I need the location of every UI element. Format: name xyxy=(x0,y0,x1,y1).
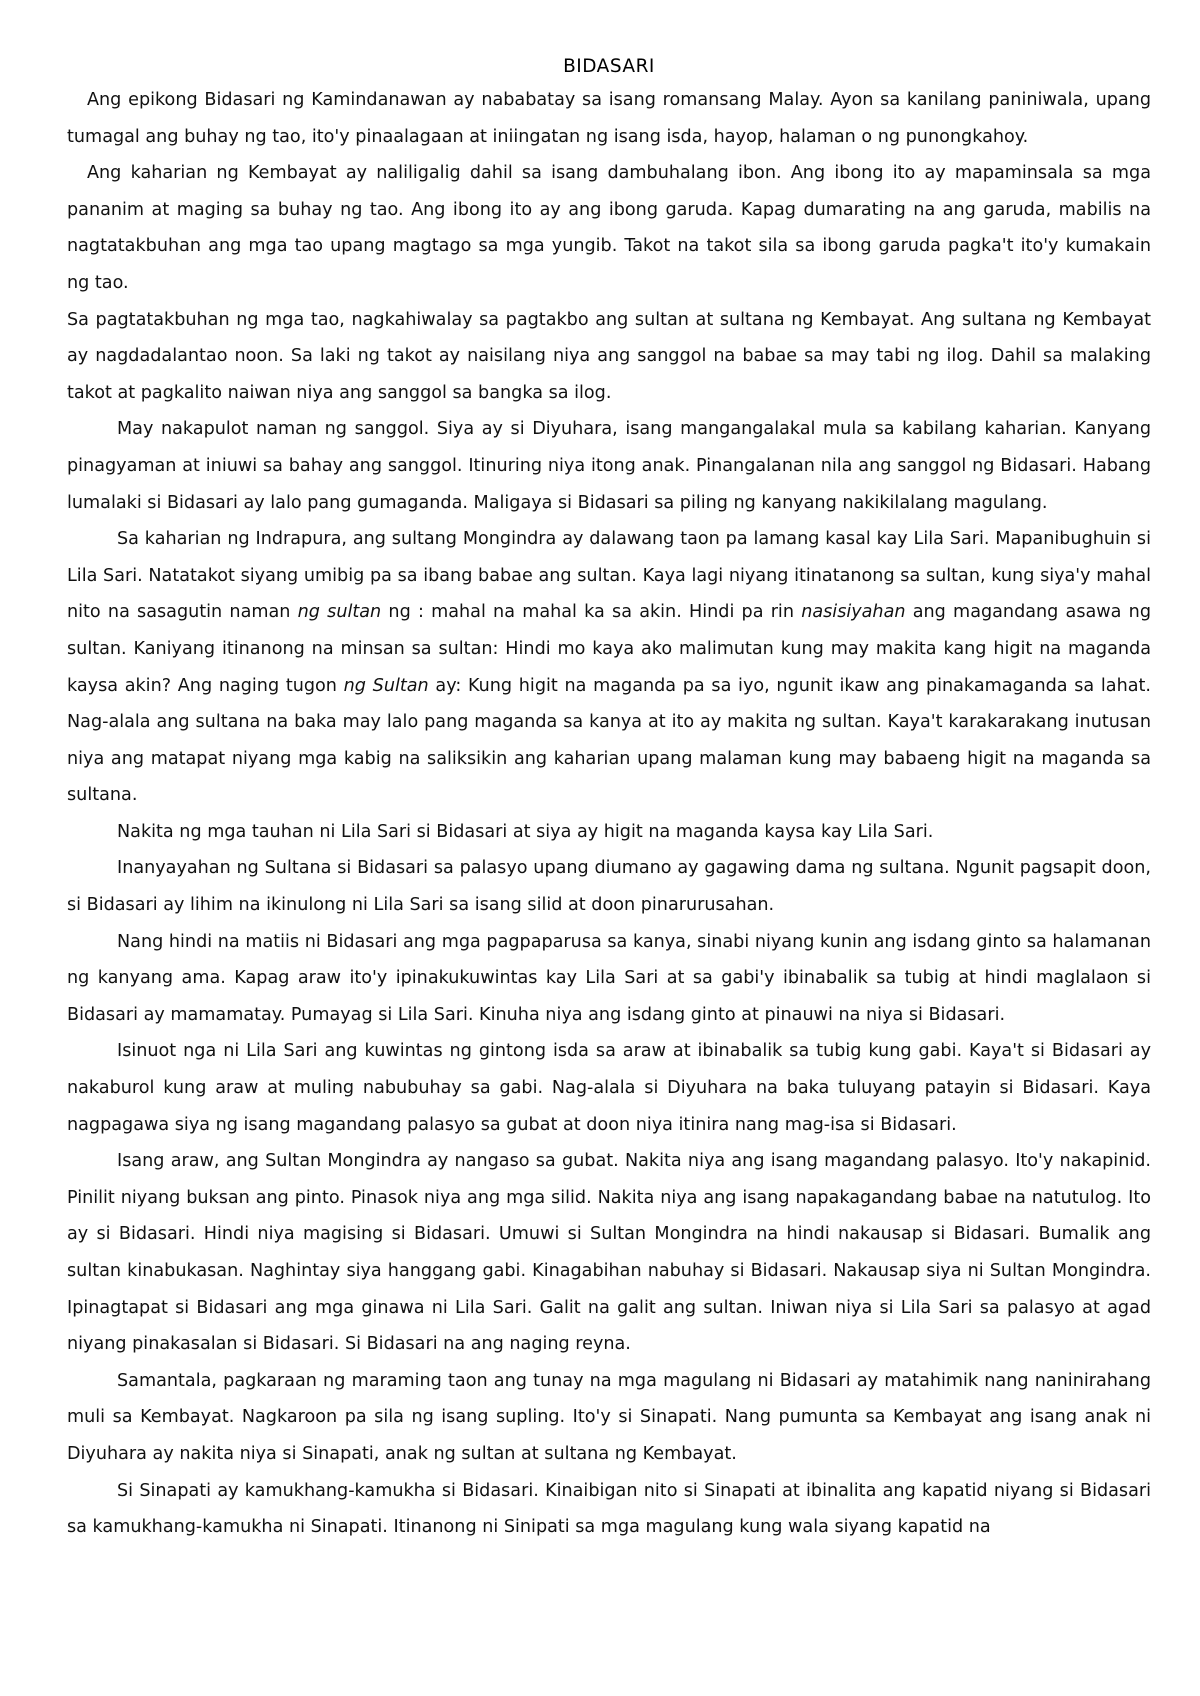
paragraph-12: Si Sinapati ay kamukhang-kamukha si Bidasari. Kinaibigan nito si Sinapati at ibinalita ang kapatid niyang si Bidasari sa kamukhang-kamukha ni Sinapati. Itinanong ni Sinipati sa mga magulang kung wala siyang kapatid na xyxy=(67,1480,1151,1538)
paragraph-10: Isang araw, ang Sultan Mongindra ay nangaso sa gubat. Nakita niya ang isang magandang palasyo. Ito'y nakapinid. Pinilit niyang buksan ang pinto. Pinasok niya ang mga silid. Nakita niya ang isang napakagandang babae na natutulog. Ito ay si Bidasari. Hindi niya magising si Bidasari. Umuwi si Sultan Mongindra na hindi nakausap si Bidasari. Bumalik ang sultan kinabukasan. Naghintay siya hanggang gabi. Kinagabihan nabuhay si Bidasari. Nakausap siya ni Sultan Mongindra. Ipinagtapat si Bidasari ang mga ginawa ni Lila Sari. Galit na galit ang sultan. Iniwan niya si Lila Sari sa palasyo at agad niyang pinakasalan si Bidasari. Si Bidasari na ang naging reyna. xyxy=(67,1151,1151,1355)
paragraph-5-text-a: Sa kaharian ng Indrapura, ang sultang Mongindra ay dalawang taon pa lamang kasal kay Lila Sari. Mapanibughuin si Lila Sari. Natatakot siyang umibig pa sa ibang babae ang sultan. Kaya lagi niyang itinatanong sa sultan, kung siya'y mahal nito na sasagutin naman xyxy=(67,529,1151,623)
paragraph-7: Inanyayahan ng Sultana si Bidasari sa palasyo upang diumano ay gagawing dama ng sultana. Ngunit pagsapit doon, si Bidasari ay lihim na ikinulong ni Lila Sari sa isang silid at doon pinarurusahan. xyxy=(67,858,1151,916)
paragraph-5 xyxy=(67,521,1151,814)
document-body xyxy=(67,52,1151,1546)
paragraph-5-italic-2: nasisiyahan xyxy=(801,602,906,623)
paragraph-4: May nakapulot naman ng sanggol. Siya ay si Diyuhara, isang mangangalakal mula sa kabilang kaharian. Kanyang pinagyaman at iniuwi sa bahay ang sanggol. Itinuring niya itong anak. Pinangalanan nila ang sanggol ng Bidasari. Habang lumalaki si Bidasari ay lalo pang gumaganda. Maligaya si Bidasari sa piling ng kanyang nakikilalang magulang. xyxy=(67,419,1151,513)
document-title: BIDASARI xyxy=(563,56,655,77)
paragraph-9: Isinuot nga ni Lila Sari ang kuwintas ng gintong isda sa araw at ibinabalik sa tubig kung gabi. Kaya't si Bidasari ay nakaburol kung araw at muling nabubuhay sa gabi. Nag-alala si Diyuhara na baka tuluyang patayin si Bidasari. Kaya nagpagawa siya ng isang magandang palasyo sa gubat at doon niya itinira nang mag-isa si Bidasari. xyxy=(67,1041,1151,1135)
paragraph-8: Nang hindi na matiis ni Bidasari ang mga pagpaparusa sa kanya, sinabi niyang kunin ang isdang ginto sa halamanan ng kanyang ama. Kapag araw ito'y ipinakukuwintas kay Lila Sari at sa gabi'y ibinabalik sa tubig at hindi maglalaon si Bidasari ay mamamatay. Pumayag si Lila Sari. Kinuha niya ang isdang ginto at pinauwi na niya si Bidasari. xyxy=(67,931,1151,1025)
paragraph-1: Ang epikong Bidasari ng Kamindanawan ay nababatay sa isang romansang Malay. Ayon sa kanilang paniniwala, upang tumagal ang buhay ng tao, ito'y pinaalagaan at iniingatan ng isang isda, hayop, halaman o ng punongkahoy. xyxy=(67,90,1151,147)
paragraph-6: Nakita ng mga tauhan ni Lila Sari si Bidasari at siya ay higit na maganda kaysa kay Lila Sari. xyxy=(117,821,934,842)
paragraph-5-text-e: ang magandang asawa ng sultan. Kaniyang itinanong na minsan sa sultan: Hindi mo kaya ako malimutan kung may makita kang higit na maganda kaysa akin? Ang naging tugon xyxy=(67,602,1151,696)
paragraph-5-text-c: ng : mahal na mahal ka sa akin. Hindi pa rin xyxy=(381,602,802,623)
paragraph-3: Sa pagtatakbuhan ng mga tao, nagkahiwalay sa pagtakbo ang sultan at sultana ng Kembayat. Ang sultana ng Kembayat ay nagdadalantao noon. Sa laki ng takot ay naisilang niya ang sanggol na babae sa may tabi ng ilog. Dahil sa malaking takot at pagkalito naiwan niya ang sanggol sa bangka sa ilog. xyxy=(67,309,1151,403)
paragraph-5-italic-3: ng Sultan xyxy=(343,675,429,696)
paragraph-2: Ang kaharian ng Kembayat ay naliligalig dahil sa isang dambuhalang ibon. Ang ibong ito ay mapaminsala sa mga pananim at maging sa buhay ng tao. Ang ibong ito ay ang ibong garuda. Kapag dumarating na ang garuda, mabilis na nagtatakbuhan ang mga tao upang magtago sa mga yungib. Takot na takot sila sa ibong garuda pagka't ito'y kumakain ng tao. xyxy=(67,163,1151,293)
paragraph-5-italic-1: ng sultan xyxy=(297,602,382,623)
paragraph-11: Samantala, pagkaraan ng maraming taon ang tunay na mga magulang ni Bidasari ay matahimik nang naninirahang muli sa Kembayat. Nagkaroon pa sila ng isang supling. Ito'y si Sinapati. Nang pumunta sa Kembayat ang isang anak ni Diyuhara ay nakita niya si Sinapati, anak ng sultan at sultana ng Kembayat. xyxy=(67,1370,1151,1464)
paragraph-5-text-g: ay: Kung higit na maganda pa sa iyo, ngunit ikaw ang pinakamaganda sa lahat. Nag-alala ang sultana na baka may lalo pang maganda sa kanya at ito ay makita ng sultan. Kaya't karakarakang inutusan niya ang matapat niyang mga kabig na saliksikin ang kaharian upang malaman kung may babaeng higit na maganda sa sultana. xyxy=(67,675,1152,806)
